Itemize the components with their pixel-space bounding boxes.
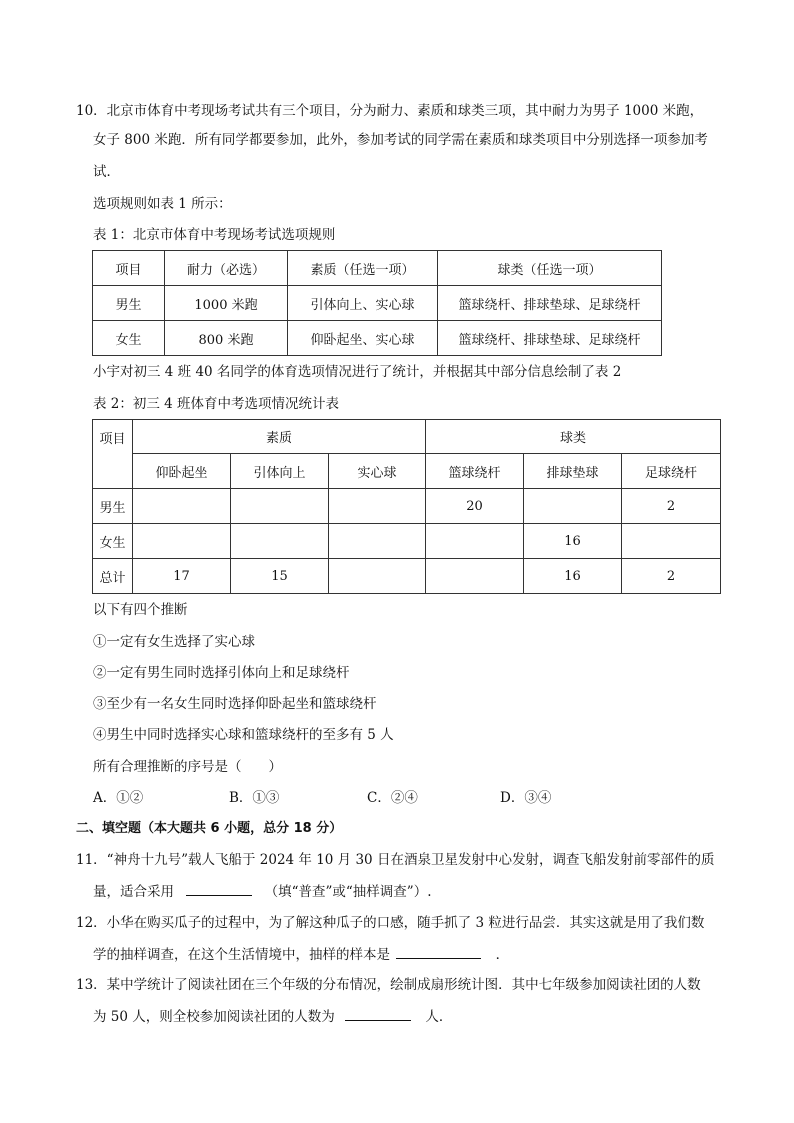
table1-cell: 女生 [93,321,165,356]
rule-intro: 选项规则如表 1 所示： [93,196,232,212]
inference-intro: 以下有四个推断 [93,602,188,618]
table2-cell: 20 [426,489,524,524]
table2 [92,419,721,594]
option-b[interactable]: B．①③ [229,790,280,806]
table2-cell: 17 [133,559,231,594]
table2-subheader: 仰卧起坐 [133,454,231,489]
q12-line1: 12．小华在购买瓜子的过程中，为了解这种瓜子的口感，随手抓了 3 粒进行品尝．其实这就是用了我们数 [76,915,705,931]
table2-subheader: 排球垫球 [524,454,622,489]
table1-row [93,321,662,356]
table1-cell: 引体向上、实心球 [288,286,438,321]
table2-cell [329,524,426,559]
table1-cell: 篮球绕杆、排球垫球、足球绕杆 [438,321,662,356]
table1 [92,250,662,356]
inference-item: ②一定有男生同时选择引体向上和足球绕杆 [93,665,350,681]
option-d[interactable]: D．③④ [500,790,552,806]
inference-item: ①一定有女生选择了实心球 [93,634,255,650]
table2-row-label: 总计 [93,559,133,594]
table2-row-label: 女生 [93,524,133,559]
table2-row [93,559,721,594]
table2-subheader-row [93,454,721,489]
table2-group-qiulei: 球类 [426,420,721,454]
table1-row [93,286,662,321]
option-a[interactable]: A．①② [93,790,144,806]
q13-line2 [93,1006,452,1027]
inference-item: ④男生中同时选择实心球和篮球绕杆的至多有 5 人 [93,727,394,743]
table1-cell: 篮球绕杆、排球垫球、足球绕杆 [438,286,662,321]
table2-cell [622,524,721,559]
q11-line1: 11．“神舟十九号”载人飞船于 2024 年 10 月 30 日在酒泉卫星发射中心发射，调查飞船发射前零部件的质 [76,852,715,868]
q13-text-post: 人． [425,1009,453,1025]
q11-text-pre: 量，适合采用 [93,884,174,900]
table1-cell: 仰卧起坐、实心球 [288,321,438,356]
table2-row [93,489,721,524]
table1-caption: 表 1：北京市体育中考现场考试选项规则 [93,227,336,243]
table2-cell: 2 [622,489,721,524]
q12-text-pre: 学的抽样调查，在这个生活情境中，抽样的样本是 [93,947,390,963]
table2-corner: 项目 [93,420,133,489]
q12-line2 [93,944,509,965]
table1-cell: 男生 [93,286,165,321]
table2-row-label: 男生 [93,489,133,524]
table2-subheader: 足球绕杆 [622,454,721,489]
table2-group-row [93,420,721,454]
table1-header-cell: 项目 [93,251,165,286]
table2-cell [133,489,231,524]
table2-cell: 15 [231,559,329,594]
table2-subheader: 篮球绕杆 [426,454,524,489]
option-c[interactable]: C．②④ [367,790,418,806]
table2-row [93,524,721,559]
table2-group-suzhi: 素质 [133,420,426,454]
table2-cell [133,524,231,559]
table1-header-cell: 球类（任选一项） [438,251,662,286]
question-prompt: 所有合理推断的序号是（ ） [93,759,282,775]
stat-sentence: 小宇对初三 4 班 40 名同学的体育选项情况进行了统计，并根据其中部分信息绘制了表 2 [93,364,622,380]
table2-subheader: 引体向上 [231,454,329,489]
table2-cell [426,559,524,594]
table2-cell [426,524,524,559]
table2-cell [329,559,426,594]
table1-header-cell: 素质（任选一项） [288,251,438,286]
q12-answer-blank[interactable] [396,944,481,959]
table2-cell: 16 [524,559,622,594]
table2-caption: 表 2：初三 4 班体育中考选项情况统计表 [93,396,340,412]
q10-line3: 试． [93,164,120,180]
q10-line2: 女子 800 米跑．所有同学都要参加，此外，参加考试的同学需在素质和球类项目中分别选择一项参加考 [93,132,708,148]
q12-text-post: ． [495,947,510,963]
table2-cell [329,489,426,524]
table1-cell: 800 米跑 [165,321,288,356]
table2-cell: 16 [524,524,622,559]
table2-subheader: 实心球 [329,454,426,489]
q10-line1: 10．北京市体育中考现场考试共有三个项目，分为耐力、素质和球类三项，其中耐力为男子 1000 米跑， [76,103,704,119]
table2-cell: 2 [622,559,721,594]
section-title: 二、填空题（本大题共 6 小题，总分 18 分） [76,821,343,836]
q13-line1: 13．某中学统计了阅读社团在三个年级的分布情况，绘制成扇形统计图．其中七年级参加阅读社团的人数 [76,977,701,993]
table2-cell [231,524,329,559]
q11-answer-blank[interactable] [186,881,252,896]
table1-cell: 1000 米跑 [165,286,288,321]
q13-answer-blank[interactable] [345,1006,411,1021]
table1-header-cell: 耐力（必选） [165,251,288,286]
table2-cell [231,489,329,524]
q11-line2 [93,881,432,902]
q11-text-post: （填“普查”或“抽样调查”）. [264,884,432,900]
table2-cell [524,489,622,524]
inference-item: ③至少有一名女生同时选择仰卧起坐和篮球绕杆 [93,696,377,712]
q13-text-pre: 为 50 人，则全校参加阅读社团的人数为 [93,1009,335,1025]
table1-header-row [93,251,662,286]
